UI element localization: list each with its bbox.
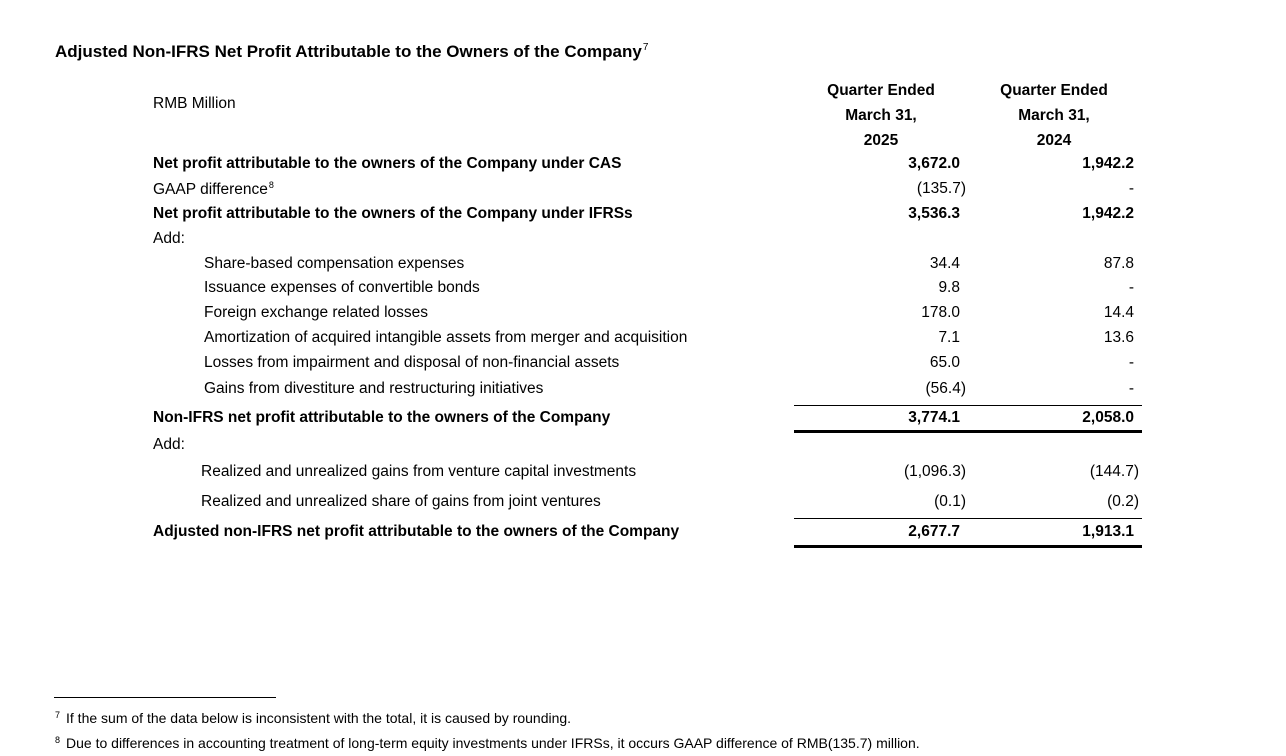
- value-2024: (144.7): [1089, 463, 1139, 480]
- value-2024: 14.4: [1103, 304, 1134, 321]
- table-row-divestiture-gains: [0, 378, 1286, 403]
- value-2025: 7.1: [938, 329, 960, 346]
- table-row-adjusted-non-ifrs: [0, 521, 1286, 546]
- footnote-8: $^8$ Due to differences in accounting treatment of long-term equity investments under IFRSs, it occurs GAAP difference of RMB(135.7) million.: [55, 735, 920, 751]
- table-row-ifrs-net-profit: [0, 203, 1286, 228]
- table-row-amortization: [0, 327, 1286, 352]
- value-2024: 13.6: [1103, 329, 1134, 346]
- row-label: Amortization of acquired intangible assets from merger and acquisition: [204, 329, 688, 346]
- row-label: Foreign exchange related losses: [204, 304, 429, 321]
- row-label: Share-based compensation expenses: [204, 255, 465, 272]
- value-2025: (56.4): [925, 380, 966, 397]
- value-2025: (0.1): [934, 493, 966, 510]
- value-2024: -: [1128, 180, 1134, 197]
- value-2024: 1,942.2: [1082, 155, 1134, 172]
- table-row-add-heading: [0, 228, 1286, 253]
- subtotal-rule-col2-b: [968, 518, 1142, 519]
- subtotal-rule-col2: [968, 405, 1142, 406]
- value-2025: 9.8: [938, 279, 960, 296]
- value-2025: 3,774.1: [908, 409, 960, 426]
- unit-label: RMB Million: [153, 95, 236, 112]
- value-2024: -: [1128, 380, 1134, 397]
- value-2025: 178.0: [921, 304, 960, 321]
- row-label: Non-IFRS net profit attributable to the owners of the Company: [153, 409, 611, 426]
- total-rule-col2: [968, 430, 1142, 433]
- value-2025: (1,096.3): [903, 463, 966, 480]
- table-row-fx-losses: [0, 302, 1286, 327]
- value-2025: 3,536.3: [908, 205, 960, 222]
- value-2024: -: [1128, 279, 1134, 296]
- table-row-gaap-difference: [0, 178, 1286, 203]
- row-label: GAAP difference$^8$: [153, 180, 274, 198]
- row-label: Realized and unrealized share of gains from joint ventures: [201, 493, 601, 510]
- footnote-mark: 8: [268, 180, 274, 190]
- value-2025: 34.4: [929, 255, 960, 272]
- table-row-share-based-comp: [0, 253, 1286, 278]
- final-total-rule-col1: [794, 545, 968, 548]
- value-2024: 1,913.1: [1082, 523, 1134, 540]
- value-2025: 3,672.0: [908, 155, 960, 172]
- row-label: Add:: [153, 230, 185, 247]
- value-2024: 87.8: [1103, 255, 1134, 272]
- value-2024: 1,942.2: [1082, 205, 1134, 222]
- column-header-2025: Quarter Ended March 31, 2025: [827, 82, 935, 149]
- row-label: Issuance expenses of convertible bonds: [204, 279, 480, 296]
- subtotal-rule-col1-b: [794, 518, 968, 519]
- footnote-7: $^7$ If the sum of the data below is inconsistent with the total, it is caused by rounding.: [55, 710, 572, 726]
- value-2024: -: [1128, 354, 1134, 371]
- value-2024: 2,058.0: [1082, 409, 1134, 426]
- row-label: Gains from divestiture and restructuring initiatives: [204, 380, 544, 397]
- table-row-non-ifrs-net-profit: [0, 407, 1286, 432]
- subtotal-rule-col1: [794, 405, 968, 406]
- total-rule-col1: [794, 430, 968, 433]
- row-label: Add:: [153, 436, 185, 453]
- row-label: Losses from impairment and disposal of non-financial assets: [204, 354, 620, 371]
- table-row-vc-gains: [0, 461, 1286, 486]
- value-2024: (0.2): [1107, 493, 1139, 510]
- table-row-add-heading-2: [0, 434, 1286, 459]
- page-title: Adjusted Non-IFRS Net Profit Attributable to the Owners of the Company$^7$: [55, 42, 649, 61]
- table-row-jv-gains: [0, 491, 1286, 516]
- row-label: Realized and unrealized gains from venture capital investments: [201, 463, 637, 480]
- row-label: Net profit attributable to the owners of the Company under IFRSs: [153, 205, 633, 222]
- value-2025: (135.7): [916, 180, 966, 197]
- row-label: Adjusted non-IFRS net profit attributable to the owners of the Company: [153, 523, 680, 540]
- footnote-divider: [54, 697, 276, 698]
- table-row-cas-net-profit: [0, 153, 1286, 178]
- column-header-2024: Quarter Ended March 31, 2024: [1000, 82, 1108, 149]
- value-2025: 65.0: [929, 354, 960, 371]
- value-2025: 2,677.7: [908, 523, 960, 540]
- table-row-impairment-losses: [0, 352, 1286, 377]
- table-row-issuance-expenses: [0, 277, 1286, 302]
- final-total-rule-col2: [968, 545, 1142, 548]
- footnote-mark: 7: [642, 42, 649, 53]
- row-label: Net profit attributable to the owners of the Company under CAS: [153, 155, 622, 172]
